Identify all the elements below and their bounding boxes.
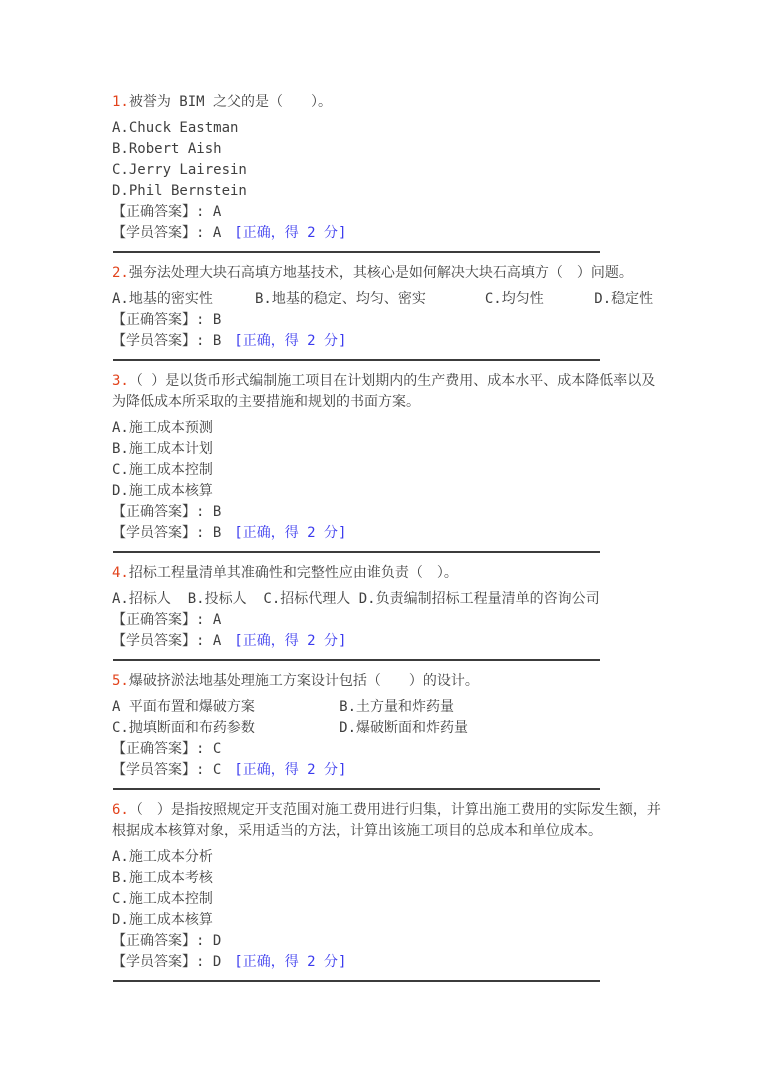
student-answer-value: C (212, 762, 222, 778)
question-number: 1. (112, 94, 129, 110)
option-a: A.施工成本分析 (112, 849, 213, 865)
question-title (112, 800, 663, 842)
student-answer-line (112, 631, 663, 652)
correct-answer-value: B (212, 312, 222, 328)
question-text: 爆破挤淤法地基处理施工方案设计包括（ ）的设计。 (128, 673, 479, 689)
options-row: A.招标人 B.投标人 C.招标代理人 D.负责编制招标工程量清单的咨询公司 (112, 591, 600, 607)
question-text: 强夯法处理大块石高填方地基技术，其核心是如何解决大块石高填方（ ）问题。 (128, 265, 633, 281)
option-a: A.施工成本预测 (112, 420, 213, 436)
correct-answer-label: 【正确答案】: (112, 741, 213, 757)
question-block-2 (112, 263, 663, 361)
question-text: 被誉为 BIM 之父的是（ ）。 (128, 94, 333, 110)
option-c: C.施工成本控制 (112, 462, 213, 478)
student-answer-label: 【学员答案】: (112, 525, 213, 541)
score-result: [正确，得 2 分] (234, 954, 347, 970)
student-answer-value: B (212, 333, 222, 349)
correct-answer-line (112, 310, 663, 331)
student-answer-line (112, 760, 663, 781)
score-result: [正确，得 2 分] (234, 633, 347, 649)
option-c: C.施工成本控制 (112, 891, 213, 907)
correct-answer-value: C (212, 741, 222, 757)
question-title (112, 371, 663, 413)
question-number: 5. (112, 673, 129, 689)
question-block-3 (112, 371, 663, 553)
question-number: 3. (112, 373, 129, 389)
student-answer-label: 【学员答案】: (112, 762, 213, 778)
student-answer-line (112, 331, 663, 352)
student-answer-line (112, 523, 663, 544)
student-answer-line (112, 952, 663, 973)
student-answer-label: 【学员答案】: (112, 954, 213, 970)
question-divider (113, 788, 600, 790)
question-title (112, 671, 663, 692)
student-answer-value: D (212, 954, 222, 970)
correct-answer-label: 【正确答案】: (112, 504, 213, 520)
question-text: 招标工程量清单其准确性和完整性应由谁负责（ ）。 (128, 565, 458, 581)
correct-answer-value: B (212, 504, 222, 520)
correct-answer-label: 【正确答案】: (112, 312, 213, 328)
options-row-cd: C.抛填断面和布药参数 D.爆破断面和炸药量 (112, 720, 469, 736)
correct-answer-value: D (212, 933, 222, 949)
correct-answer-line (112, 610, 663, 631)
score-result: [正确，得 2 分] (234, 762, 347, 778)
option-d: D.施工成本核算 (112, 483, 213, 499)
option-d: D.施工成本核算 (112, 912, 213, 928)
question-divider (113, 980, 600, 982)
option-b: B.Robert Aish (112, 141, 222, 157)
student-answer-value: A (212, 225, 222, 241)
correct-answer-line (112, 739, 663, 760)
options-row-ab: A 平面布置和爆破方案 B.土方量和炸药量 (112, 699, 455, 715)
correct-answer-line (112, 202, 663, 223)
question-divider (113, 359, 600, 361)
student-answer-label: 【学员答案】: (112, 633, 213, 649)
question-text: （ ）是指按照规定开支范围对施工费用进行归集，计算出施工费用的实际发生额，并根据成本核算对象，采用适当的方法，计算出该施工项目的总成本和单位成本。 (112, 802, 661, 839)
question-divider (113, 659, 600, 661)
option-a: A.Chuck Eastman (112, 120, 239, 136)
question-title (112, 563, 663, 584)
question-block-1 (112, 92, 663, 253)
correct-answer-label: 【正确答案】: (112, 204, 213, 220)
student-answer-value: A (212, 633, 222, 649)
question-block-5 (112, 671, 663, 790)
option-b: B.施工成本计划 (112, 441, 213, 457)
correct-answer-value: A (212, 612, 222, 628)
option-d: D.Phil Bernstein (112, 183, 247, 199)
question-block-4 (112, 563, 663, 661)
score-result: [正确，得 2 分] (234, 333, 347, 349)
question-text: （ ）是以货币形式编制施工项目在计划期内的生产费用、成本水平、成本降低率以及为降低成本所采取的主要措施和规划的书面方案。 (112, 373, 656, 410)
question-divider (113, 251, 600, 253)
correct-answer-label: 【正确答案】: (112, 612, 213, 628)
student-answer-label: 【学员答案】: (112, 333, 213, 349)
student-answer-line (112, 223, 663, 244)
score-result: [正确，得 2 分] (234, 525, 347, 541)
question-block-6 (112, 800, 663, 982)
student-answer-value: B (212, 525, 222, 541)
correct-answer-label: 【正确答案】: (112, 933, 213, 949)
question-number: 4. (112, 565, 129, 581)
option-b: B.施工成本考核 (112, 870, 213, 886)
question-divider (113, 551, 600, 553)
option-c: C.Jerry Lairesin (112, 162, 247, 178)
options-row: A.地基的密实性 B.地基的稳定、均匀、密实 C.均匀性 D.稳定性 (112, 291, 654, 307)
correct-answer-line (112, 931, 663, 952)
correct-answer-value: A (212, 204, 222, 220)
question-title (112, 263, 663, 284)
question-number: 6. (112, 802, 129, 818)
question-title (112, 92, 663, 113)
score-result: [正确，得 2 分] (234, 225, 347, 241)
student-answer-label: 【学员答案】: (112, 225, 213, 241)
correct-answer-line (112, 502, 663, 523)
question-number: 2. (112, 265, 129, 281)
